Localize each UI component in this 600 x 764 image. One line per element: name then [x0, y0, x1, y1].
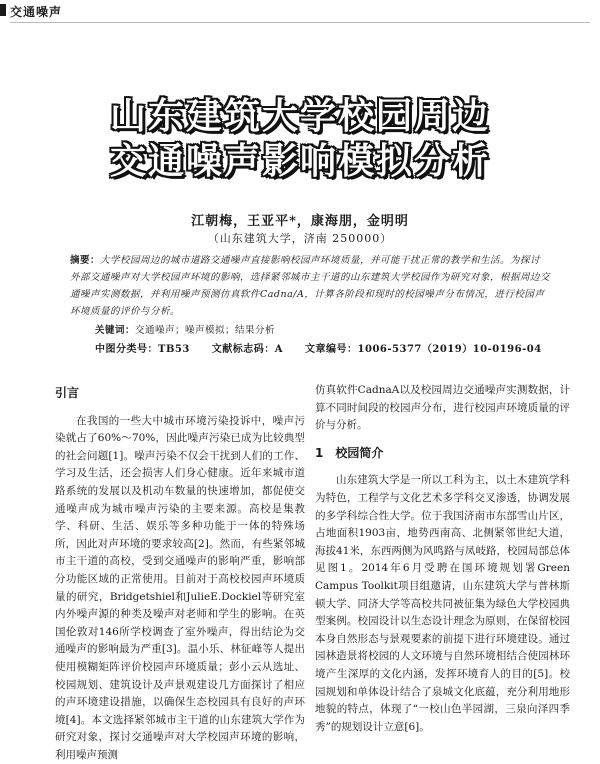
campus-paragraph: 山东建筑大学是一所以工科为主，以土木建筑学科为特色，工程学与文化艺术多学科交叉渗透，协调发展的多学科综合性大学。位于我国济南市东部雪山片区，占地面积1903亩，地势西南高、北侧紧邻世纪大道，海拔41米，东西两侧为风鸣路与凤岐路，校园局部总体见图1。2014年6月受聘在国环境规划署Green Campus Toolkit项目组邀请，山东建筑大学与普林斯顿大学、同济大学等高校共同被征集为绿色大学校园典型案例。校园设计以生态设计理念为原则，在保留校园本身自然形态与景观要素的前提下进行环境建设。通过园林造景将校园的人文环境与自然环境相结合使园林环境产生深厚的文化内涵，发挥环境育人的目的[5]。校园规划和单体设计结合了泉城文化底蕴，充分利用地形地貌的特点，体现了“一校山色半园湖，三泉向泽四季秀”的规划设计立意[6]。 — [315, 474, 570, 733]
title-line-2: 交通噪声影响模拟分析 — [109, 141, 490, 182]
keywords-label: 关键词： — [95, 325, 136, 336]
section-heading-intro: 引言 — [55, 386, 80, 400]
authors: 江朝梅，王亚平*，康海朋，金明明 — [191, 214, 409, 229]
intro-paragraph: 在我国的一些大中城市环境污染投诉中，噪声污染就占了60%～70%，因此噪声污染已成为比较典型的社会问题[1]。噪声污染不仅会干扰到人们的工作、学习及生活，还会损害人们身心健康。近年来城市道路系统的发展以及机动车数量的快速增加，都促使交通噪声成为城市噪声污染的主要来源。高校是集教学、科研、生活、娱乐等多种功能于一体的特殊场所，因此对声环境的要求较高[2]。然而，有些紧邻城市主干道的高校，受到交通噪声的影响严重，影响部分功能区域的正常使用。目前对于高校校园声环境质量的研究，Bridgetshiel和JulieE.Dockiel等研究室内外噪声源的种类及噪声对老师和学生的影响。在英国伦敦对146所学校调查了室外噪声，得出结论为交通噪声的影响最为严重[3]。温小乐、林征峰等人提出使用模糊矩阵评价校园声环境质量；彭小云从选址、校园规划、建筑设计及声景观建设几方面探讨了相应的声环境建设措施，以确保生态校园具有良好的声环境[4]。本文选择紧邻城市主干道的山东建筑大学作为研究对象，探讨交通噪声对大学校园声环境的影响，利用噪声预测 — [55, 414, 305, 761]
keywords-text: 交通噪声；噪声模拟；结果分析 — [135, 325, 276, 336]
abstract-label: 摘要： — [70, 255, 101, 266]
left-column — [55, 385, 305, 764]
document-code: 文献标志码：A — [211, 344, 284, 355]
right-column — [315, 382, 570, 736]
clc-number: 中图分类号：TB53 — [95, 344, 190, 355]
header-rule — [10, 22, 590, 23]
section-label: 交通噪声 — [10, 5, 63, 19]
section-heading-campus: 1 校园简介 — [315, 445, 384, 460]
article-number: 文章编号：1006-5377（2019）10-0196-04 — [305, 344, 542, 355]
abstract — [70, 252, 550, 320]
classification-line — [95, 340, 575, 355]
keywords — [95, 322, 555, 336]
continued-paragraph: 仿真软件CadnaA以及校园周边交通噪声实测数据，计算不同时间段的校园声分布，进行校园声环境质量的评价与分析。 — [315, 384, 570, 432]
running-header — [0, 0, 600, 20]
affiliation: （山东建筑大学，济南 250000） — [207, 232, 393, 245]
abstract-text: 大学校园周边的城市道路交通噪声直接影响校园声环境质量，并可能干扰正常的教学和生活。为探讨外部交通噪声对大学校园声环境的影响，选择紧邻城市主干道的山东建筑大学校园作为研究对象，根据周边交通噪声实测数据，并利用噪声预测仿真软件Cadna/A，计算各阶段和现时的校园噪声分布情况，进行校园声环境质量的评价与分析。 — [70, 255, 551, 317]
header-bar — [0, 4, 6, 16]
title-line-1: 山东建筑大学校园周边 — [109, 96, 490, 137]
